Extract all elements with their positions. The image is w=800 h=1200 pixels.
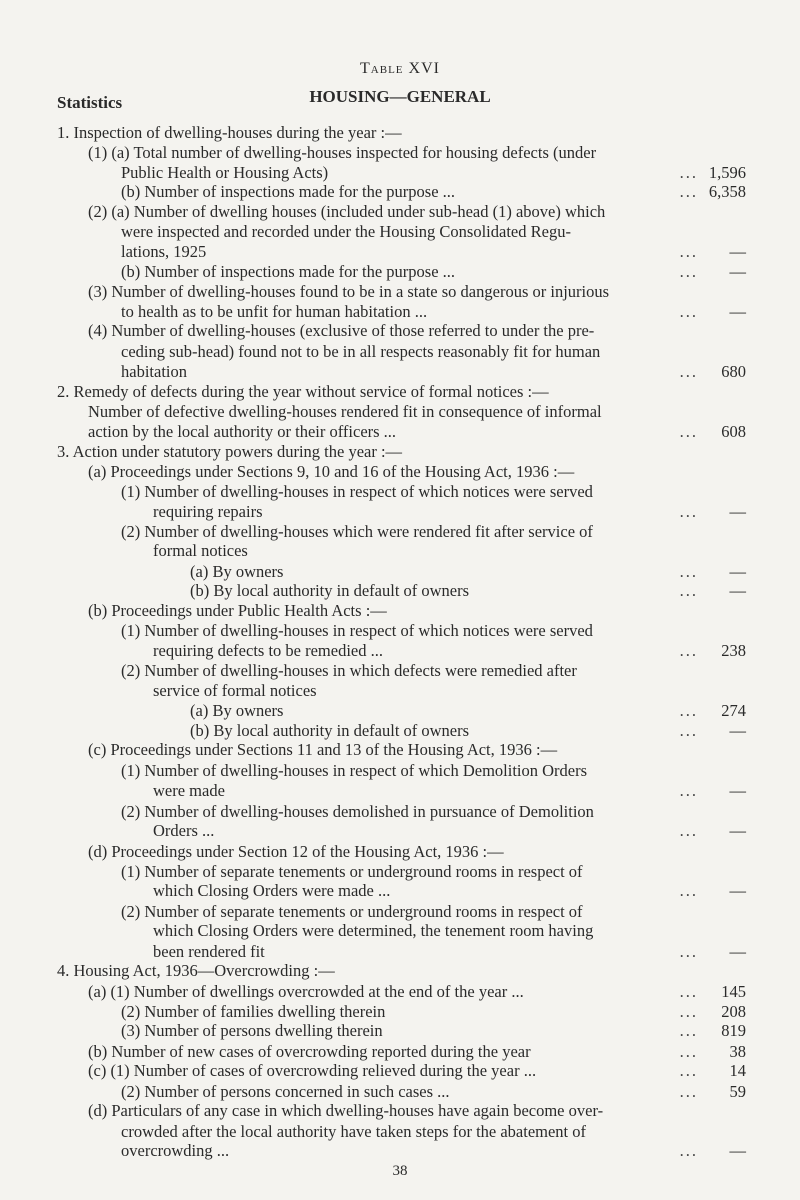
- dot-leader: ...: [679, 982, 698, 1001]
- dot-leader: ...: [679, 1141, 698, 1160]
- line-value: 145: [721, 982, 746, 1001]
- section-title: HOUSING—GENERAL: [309, 87, 491, 106]
- dot-leader: ...: [679, 721, 698, 740]
- line-value: 238: [721, 641, 746, 660]
- line-text: (b) Number of inspections made for the purpose ...: [121, 262, 456, 281]
- statistics-line: [0, 320, 800, 342]
- dot-leader: ...: [679, 821, 698, 840]
- line-text: were made: [153, 781, 225, 800]
- line-text: service of formal notices: [153, 681, 317, 700]
- dot-leader: ...: [679, 581, 698, 600]
- statistics-line: [0, 580, 800, 602]
- line-text: action by the local authority or their officers ...: [88, 422, 397, 441]
- line-value: —: [729, 942, 746, 961]
- line-text: (2) Number of separate tenements or underground rooms in respect of: [121, 902, 583, 921]
- line-value: —: [729, 242, 746, 261]
- statistics-line: [0, 700, 800, 722]
- statistics-line: [0, 660, 800, 682]
- statistics-line: [0, 421, 800, 443]
- line-value: 819: [721, 1021, 746, 1040]
- dot-leader: ...: [679, 1082, 698, 1101]
- line-text: requiring defects to be remedied ...: [153, 641, 383, 660]
- statistics-line: [0, 241, 800, 263]
- line-text: (d) Proceedings under Section 12 of the Housing Act, 1936 :—: [88, 842, 504, 861]
- line-text: (c) (1) Number of cases of overcrowding relieved during the year ...: [88, 1061, 537, 1080]
- line-text: (3) Number of persons dwelling therein: [121, 1021, 383, 1040]
- statistics-line: [0, 820, 800, 842]
- line-value: 6,358: [708, 182, 746, 201]
- dot-leader: ...: [679, 163, 698, 182]
- statistics-label: Statistics: [57, 93, 123, 112]
- line-text: which Closing Orders were determined, the tenement room having: [153, 921, 594, 940]
- line-text: (a) Proceedings under Sections 9, 10 and 16 of the Housing Act, 1936 :—: [88, 462, 575, 481]
- line-value: 59: [729, 1082, 746, 1101]
- statistics-line: [0, 201, 800, 223]
- statistics-line: [0, 540, 800, 562]
- line-value: —: [729, 562, 746, 581]
- statistics-line: [0, 221, 800, 243]
- line-text: (1) Number of dwelling-houses in respect of which Demolition Orders: [121, 761, 588, 780]
- dot-leader: ...: [679, 1002, 698, 1021]
- statistics-line: [0, 142, 800, 164]
- line-text: 3. Action under statutory powers during the year :—: [57, 442, 403, 461]
- statistics-line: [0, 1060, 800, 1082]
- statistics-line: [0, 600, 800, 622]
- line-text: (c) Proceedings under Sections 11 and 13 of the Housing Act, 1936 :—: [88, 740, 558, 759]
- dot-leader: ...: [679, 302, 698, 321]
- statistics-line: [0, 401, 800, 423]
- line-text: (1) (a) Total number of dwelling-houses inspected for housing defects (under: [88, 143, 597, 162]
- dot-leader: ...: [679, 182, 698, 201]
- line-value: —: [729, 262, 746, 281]
- line-text: requiring repairs: [153, 502, 263, 521]
- line-value: 14: [729, 1061, 746, 1080]
- line-value: —: [729, 821, 746, 840]
- line-text: been rendered fit: [153, 942, 265, 961]
- line-text: (2) (a) Number of dwelling houses (included under sub-head (1) above) which: [88, 202, 606, 221]
- line-text: (1) Number of dwelling-houses in respect of which notices were served: [121, 621, 593, 640]
- table-title: Table XVI: [360, 60, 440, 77]
- line-text: (2) Number of dwelling-houses which were rendered fit after service of: [121, 522, 593, 541]
- dot-leader: ...: [679, 1042, 698, 1061]
- statistics-line: [0, 1140, 800, 1162]
- line-value: —: [729, 721, 746, 740]
- statistics-line: [0, 1020, 800, 1042]
- line-text: 2. Remedy of defects during the year without service of formal notices :—: [57, 382, 549, 401]
- line-text: (a) By owners: [190, 562, 284, 581]
- line-value: —: [729, 1141, 746, 1160]
- dot-leader: ...: [679, 242, 698, 261]
- line-text: formal notices: [153, 541, 248, 560]
- dot-leader: ...: [679, 502, 698, 521]
- line-text: overcrowding ...: [121, 1141, 230, 1160]
- statistics-line: [0, 760, 800, 782]
- line-text: to health as to be unfit for human habitation ...: [121, 302, 428, 321]
- statistics-line: [0, 960, 800, 982]
- line-text: (b) Number of new cases of overcrowding reported during the year: [88, 1042, 531, 1061]
- statistics-line: [0, 461, 800, 483]
- statistics-line: [0, 181, 800, 203]
- dot-leader: ...: [679, 422, 698, 441]
- dot-leader: ...: [679, 562, 698, 581]
- statistics-line: [0, 739, 800, 761]
- line-text: lations, 1925: [121, 242, 207, 261]
- statistics-line: [0, 640, 800, 662]
- line-value: —: [729, 881, 746, 900]
- statistics-line: [0, 920, 800, 942]
- page-number: 38: [392, 1163, 408, 1179]
- line-text: (d) Particulars of any case in which dwelling-houses have again become over-: [88, 1101, 604, 1120]
- line-text: crowded after the local authority have taken steps for the abatement of: [121, 1122, 587, 1141]
- line-value: —: [729, 581, 746, 600]
- dot-leader: ...: [679, 942, 698, 961]
- line-text: (1) Number of dwelling-houses in respect of which notices were served: [121, 482, 593, 501]
- line-text: (2) Number of persons concerned in such cases ...: [121, 1082, 450, 1101]
- statistics-line: [0, 481, 800, 503]
- line-value: 208: [721, 1002, 746, 1021]
- dot-leader: ...: [679, 701, 698, 720]
- statistics-line: [0, 680, 800, 702]
- statistics-line: [0, 841, 800, 863]
- statistics-line: [0, 1100, 800, 1122]
- line-text: ceding sub-head) found not to be in all respects reasonably fit for human: [121, 342, 601, 361]
- line-text: Public Health or Housing Acts): [121, 163, 329, 182]
- dot-leader: ...: [679, 362, 698, 381]
- dot-leader: ...: [679, 1021, 698, 1040]
- line-text: (b) Proceedings under Public Health Acts :—: [88, 601, 387, 620]
- statistics-line: [0, 361, 800, 383]
- line-value: —: [729, 502, 746, 521]
- line-value: 38: [729, 1042, 746, 1061]
- line-text: (a) By owners: [190, 701, 284, 720]
- statistics-line: [0, 281, 800, 303]
- line-value: 680: [721, 362, 746, 381]
- line-text: Number of defective dwelling-houses rendered fit in consequence of informal: [88, 402, 602, 421]
- line-text: which Closing Orders were made ...: [153, 881, 391, 900]
- statistics-line: [0, 981, 800, 1003]
- line-text: 1. Inspection of dwelling-houses during the year :—: [57, 123, 402, 142]
- dot-leader: ...: [679, 262, 698, 281]
- line-value: —: [729, 781, 746, 800]
- statistics-line: [0, 261, 800, 283]
- line-value: 608: [721, 422, 746, 441]
- line-text: (b) By local authority in default of owners: [190, 721, 470, 740]
- line-text: (4) Number of dwelling-houses (exclusive of those referred to under the pre-: [88, 321, 595, 340]
- line-text: (1) Number of separate tenements or underground rooms in respect of: [121, 862, 583, 881]
- line-value: —: [729, 302, 746, 321]
- dot-leader: ...: [679, 881, 698, 900]
- statistics-line: [0, 880, 800, 902]
- line-text: (b) Number of inspections made for the purpose ...: [121, 182, 456, 201]
- line-text: were inspected and recorded under the Housing Consolidated Regu-: [121, 222, 571, 241]
- line-text: Orders ...: [153, 821, 215, 840]
- line-text: 4. Housing Act, 1936—Overcrowding :—: [57, 961, 335, 980]
- line-text: (2) Number of families dwelling therein: [121, 1002, 386, 1021]
- statistics-line: [0, 620, 800, 642]
- statistics-line: [0, 381, 800, 403]
- dot-leader: ...: [679, 641, 698, 660]
- dot-leader: ...: [679, 781, 698, 800]
- line-text: habitation: [121, 362, 187, 381]
- statistics-line: [0, 341, 800, 363]
- line-text: (2) Number of dwelling-houses in which defects were remedied after: [121, 661, 577, 680]
- line-text: (2) Number of dwelling-houses demolished in pursuance of Demolition: [121, 802, 594, 821]
- statistics-line: [0, 441, 800, 463]
- line-value: 274: [721, 701, 746, 720]
- statistics-line: [0, 501, 800, 523]
- line-text: (a) (1) Number of dwellings overcrowded at the end of the year ...: [88, 982, 524, 1001]
- line-value: 1,596: [708, 163, 746, 182]
- dot-leader: ...: [679, 1061, 698, 1080]
- line-text: (b) By local authority in default of owners: [190, 581, 470, 600]
- line-text: (3) Number of dwelling-houses found to be in a state so dangerous or injurious: [88, 282, 610, 301]
- statistics-line: [0, 122, 800, 144]
- statistics-line: [0, 780, 800, 802]
